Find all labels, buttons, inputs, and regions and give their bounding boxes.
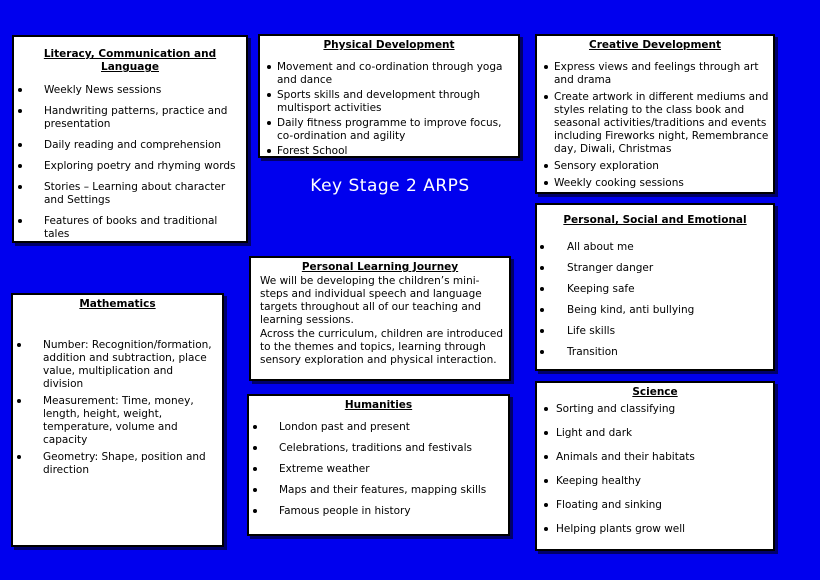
list-item: Keeping healthy: [556, 475, 769, 488]
humanities-heading: Humanities: [344, 399, 413, 411]
personal-heading: Personal, Social and Emotional: [563, 214, 747, 226]
humanities-panel: [247, 394, 510, 536]
list-item: Forest School: [277, 145, 510, 158]
list-item: Daily reading and comprehension: [44, 139, 242, 152]
science-heading: Science: [632, 386, 678, 398]
list-item: Helping plants grow well: [556, 523, 769, 536]
journey-paragraph-1: We will be developing the children’s mini-steps and individual speech and language targets throughout all of our teaching and learning sessions.: [260, 275, 482, 326]
list-item: Famous people in history: [279, 505, 504, 518]
list-item: Movement and co-ordination through yoga and dance: [277, 61, 510, 87]
physical-panel: [258, 34, 520, 158]
journey-paragraph-2: Across the curriculum, children are introduced to the themes and topics, learning through sensory exploration and physical interaction.: [260, 328, 504, 366]
journey-heading: Personal Learning Journey: [301, 261, 459, 273]
list-item: London past and present: [279, 421, 504, 434]
physical-heading: Physical Development: [323, 39, 455, 51]
list-item: Exploring poetry and rhyming words: [44, 160, 242, 173]
list-item: All about me: [567, 241, 769, 254]
personal-list: [537, 241, 773, 359]
list-item: Weekly cooking sessions: [554, 177, 769, 190]
literacy-list: [14, 84, 246, 241]
list-item: Celebrations, traditions and festivals: [279, 442, 504, 455]
journey-panel: [249, 256, 511, 381]
list-item: Geometry: Shape, position and direction: [43, 451, 216, 477]
list-item: Life skills: [567, 325, 769, 338]
literacy-heading: Literacy, Communication and Language: [43, 48, 217, 73]
list-item: Stories – Learning about character and Settings: [44, 181, 242, 207]
science-panel: [535, 381, 775, 551]
creative-heading: Creative Development: [588, 39, 722, 51]
humanities-list: [249, 421, 508, 518]
physical-list: [260, 61, 518, 158]
list-item: Transition: [567, 346, 769, 359]
list-item: Stranger danger: [567, 262, 769, 275]
list-item: Sensory exploration: [554, 160, 769, 173]
list-item: Maps and their features, mapping skills: [279, 484, 504, 497]
maths-list: [13, 339, 222, 477]
science-list: [537, 403, 773, 536]
maths-heading: Mathematics: [79, 298, 156, 310]
list-item: Animals and their habitats: [556, 451, 769, 464]
literacy-panel: [12, 35, 248, 243]
list-item: Light and dark: [556, 427, 769, 440]
list-item: Measurement: Time, money, length, height, weight, temperature, volume and capacity: [43, 395, 216, 447]
list-item: Handwriting patterns, practice and presentation: [44, 105, 242, 131]
list-item: Features of books and traditional tales: [44, 215, 242, 241]
list-item: Sorting and classifying: [556, 403, 769, 416]
personal-panel: [535, 203, 775, 371]
list-item: Weekly News sessions: [44, 84, 242, 97]
list-item: Floating and sinking: [556, 499, 769, 512]
list-item: Sports skills and development through multisport activities: [277, 89, 510, 115]
list-item: Create artwork in different mediums and styles relating to the class book and seasonal activities/traditions and events including Fireworks night, Remembrance day, Diwali, Christmas: [554, 91, 769, 155]
list-item: Being kind, anti bullying: [567, 304, 769, 317]
creative-panel: [535, 34, 775, 194]
list-item: Keeping safe: [567, 283, 769, 296]
list-item: Daily fitness programme to improve focus, co-ordination and agility: [277, 117, 510, 143]
page-title: Key Stage 2 ARPS: [310, 176, 470, 196]
list-item: Number: Recognition/formation, addition and subtraction, place value, multiplication and division: [43, 339, 216, 391]
creative-list: [537, 61, 773, 190]
list-item: Express views and feelings through art and drama: [554, 61, 769, 87]
list-item: Extreme weather: [279, 463, 504, 476]
maths-panel: [11, 293, 224, 547]
